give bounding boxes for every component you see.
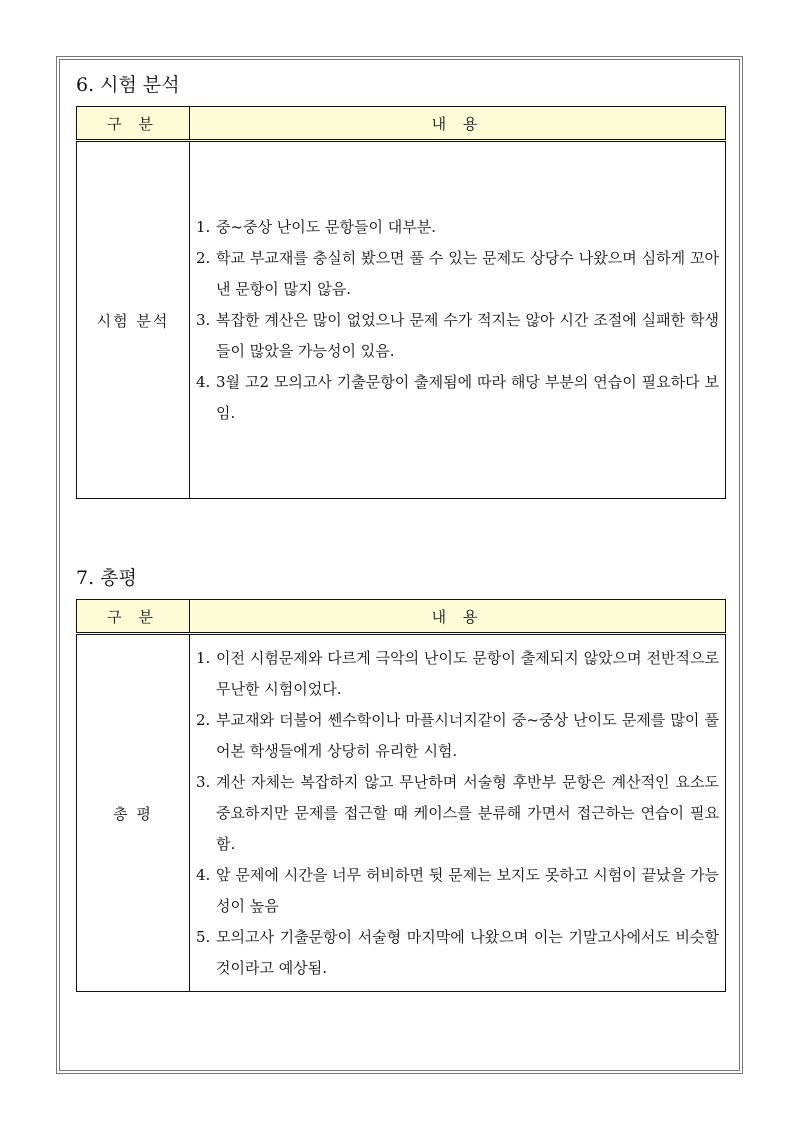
item-number: 1. (196, 648, 211, 667)
item-text: 중~중상 난이도 문항들이 대부분. (216, 217, 437, 236)
section7-item (196, 860, 719, 922)
item-number: 2. (196, 248, 211, 267)
item-text: 3월 고2 모의고사 기출문항이 출제됨에 따라 해당 부분의 연습이 필요하다 보임. (216, 372, 719, 422)
item-number: 5. (196, 927, 211, 946)
section7-header-category: 구 분 (77, 600, 190, 634)
section6-header-row (77, 107, 726, 141)
section7-body-row (77, 634, 726, 992)
item-text: 복잡한 계산은 많이 없었으나 문제 수가 적지는 않아 시간 조절에 실패한 학생들이 많았을 가능성이 있음. (216, 310, 719, 360)
section6-row-label: 시험 분석 (77, 141, 190, 499)
section7-content (190, 634, 726, 992)
section6-header-category: 구 분 (77, 107, 190, 141)
item-number: 3. (196, 772, 211, 791)
item-text: 부교재와 더불어 쎈수학이나 마플시너지같이 중~중상 난이도 문제를 많이 풀어본 학생들에게 상당히 유리한 시험. (216, 710, 719, 760)
section7-item (196, 922, 719, 984)
item-text: 이전 시험문제와 다르게 극악의 난이도 문항이 출제되지 않았으며 전반적으로 무난한 시험이었다. (216, 648, 719, 698)
section6-body-row (77, 141, 726, 499)
item-number: 4. (196, 372, 211, 391)
section7-item (196, 705, 719, 767)
item-number: 2. (196, 710, 211, 729)
section7-item (196, 643, 719, 705)
section7-table (76, 599, 726, 992)
item-text: 학교 부교재를 충실히 봤으면 풀 수 있는 문제도 상당수 나왔으며 심하게 꼬아 낸 문항이 많지 않음. (216, 248, 719, 298)
item-number: 3. (196, 310, 211, 329)
item-number: 4. (196, 865, 211, 884)
section7-title: 7. 총평 (76, 567, 137, 589)
section7-item (196, 767, 719, 860)
item-text: 모의고사 기출문항이 서술형 마지막에 나왔으며 이는 기말고사에서도 비슷할 것이라고 예상됨. (216, 927, 719, 977)
item-number: 1. (196, 217, 211, 236)
section7-header-row (77, 600, 726, 634)
item-text: 앞 문제에 시간을 너무 허비하면 뒷 문제는 보지도 못하고 시험이 끝났을 가능성이 높음 (216, 865, 719, 915)
section6-table (76, 106, 726, 499)
section6-content (190, 141, 726, 499)
section6-item (196, 305, 719, 367)
item-text: 계산 자체는 복잡하지 않고 무난하며 서술형 후반부 문항은 계산적인 요소도 중요하지만 문제를 접근할 때 케이스를 분류해 가면서 접근하는 연습이 필요함. (216, 772, 719, 853)
section7-row-label: 총 평 (77, 634, 190, 992)
section6-title: 6. 시험 분석 (76, 74, 180, 96)
section6-item (196, 367, 719, 429)
section6-item (196, 212, 719, 243)
section6-item (196, 243, 719, 305)
section7-header-content: 내 용 (190, 600, 726, 634)
section6-header-content: 내 용 (190, 107, 726, 141)
